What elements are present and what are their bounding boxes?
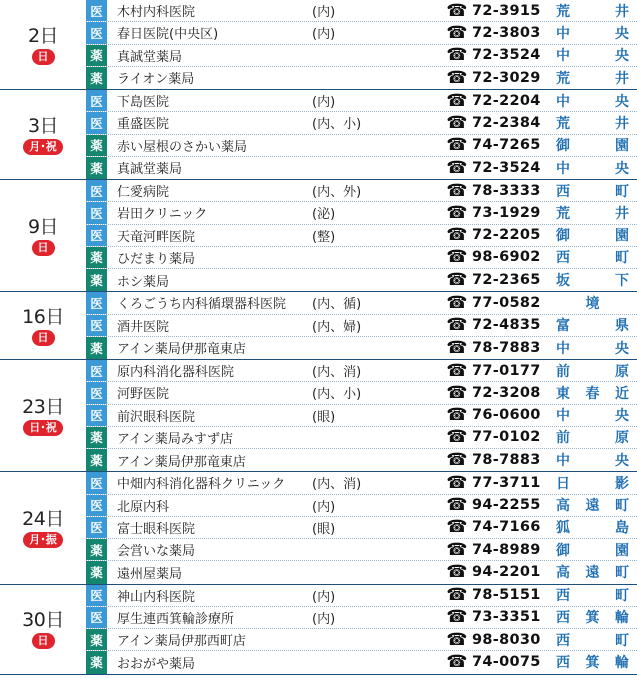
date-label: 3日 xyxy=(27,114,59,137)
department: (内、外) xyxy=(312,185,362,201)
phone-number: 72-2205 xyxy=(472,227,541,244)
facility-row xyxy=(86,629,637,651)
facility-row xyxy=(86,472,637,494)
area-name xyxy=(554,630,637,650)
area-char: 園 xyxy=(615,228,629,245)
phone-icon: ☎ xyxy=(446,112,468,133)
clinic-tag: 医 xyxy=(86,360,107,381)
facility-row xyxy=(86,225,637,247)
facility-name: アイン薬局みすず店 xyxy=(117,431,233,447)
facility-name: 重盛医院 xyxy=(117,117,170,133)
facility-row xyxy=(86,337,637,359)
phone-number: 74-0075 xyxy=(472,654,541,671)
phone-number: 72-3524 xyxy=(472,47,541,64)
phone-icon: ☎ xyxy=(446,247,468,268)
area-char: 原 xyxy=(615,430,629,447)
pharmacy-tag: 薬 xyxy=(86,561,107,583)
area-name xyxy=(554,383,637,403)
phone-number: 74-7166 xyxy=(472,519,541,536)
department: (眼) xyxy=(312,409,336,425)
area-name xyxy=(554,585,637,605)
area-name xyxy=(554,247,637,267)
clinic-tag: 医 xyxy=(86,202,107,223)
area-char: 西 xyxy=(556,250,570,267)
phone-icon: ☎ xyxy=(446,180,468,201)
phone-number: 78-3333 xyxy=(472,182,541,199)
phone-number: 77-0177 xyxy=(472,362,541,379)
area-char: 井 xyxy=(615,70,629,87)
facility-name: 真誠堂薬局 xyxy=(117,162,183,178)
facility-name: 木村内科医院 xyxy=(117,5,196,21)
phone-number: 77-0582 xyxy=(472,294,541,311)
department: (泌) xyxy=(312,207,336,223)
area-name xyxy=(554,203,637,223)
facility-name: ひだまり薬局 xyxy=(117,251,196,267)
area-char: 箕 xyxy=(585,610,600,627)
facility-row xyxy=(86,405,637,427)
facility-row xyxy=(86,157,637,179)
area-char: 西 xyxy=(556,588,570,605)
facility-name: 遠州屋薬局 xyxy=(117,566,183,582)
clinic-tag: 医 xyxy=(86,495,107,516)
area-name xyxy=(554,270,637,290)
area-name xyxy=(554,91,637,111)
clinic-tag: 医 xyxy=(86,517,107,538)
weekday-badge: 日 xyxy=(32,49,55,65)
phone-number: 74-8989 xyxy=(472,541,541,558)
facility-row xyxy=(86,90,637,112)
department: (整) xyxy=(312,229,336,245)
date-label: 2日 xyxy=(27,24,59,47)
area-name xyxy=(554,562,637,582)
area-char: 中 xyxy=(556,453,570,470)
phone-icon: ☎ xyxy=(446,22,468,43)
area-char: 央 xyxy=(615,48,629,65)
facility-name: アイン薬局伊那竜東店 xyxy=(117,342,246,358)
phone-icon: ☎ xyxy=(446,360,468,381)
facility-name: アイン薬局伊那西町店 xyxy=(117,634,246,650)
area-name xyxy=(554,495,637,515)
facility-row xyxy=(86,561,637,583)
phone-icon: ☎ xyxy=(446,629,468,650)
facility-row xyxy=(86,607,637,629)
area-char: 町 xyxy=(615,632,629,649)
area-char: 富 xyxy=(556,318,570,335)
clinic-tag: 医 xyxy=(86,0,107,21)
department: (内) xyxy=(312,27,336,43)
pharmacy-tag: 薬 xyxy=(86,651,107,673)
facility-row xyxy=(86,67,637,89)
phone-icon: ☎ xyxy=(446,562,468,583)
department: (眼) xyxy=(312,521,336,537)
phone-icon: ☎ xyxy=(446,202,468,223)
facility-name: 真誠堂薬局 xyxy=(117,49,183,65)
phone-icon: ☎ xyxy=(446,315,468,336)
phone-number: 78-7883 xyxy=(472,452,541,469)
clinic-tag: 医 xyxy=(86,22,107,43)
facility-list xyxy=(86,472,637,583)
area-name xyxy=(554,473,637,493)
phone-number: 94-2201 xyxy=(472,564,541,581)
clinic-tag: 医 xyxy=(86,112,107,133)
phone-number: 94-2255 xyxy=(472,497,541,514)
facility-name: 仁愛病院 xyxy=(117,185,170,201)
area-char: 西 xyxy=(556,183,570,200)
phone-icon: ☎ xyxy=(446,270,468,291)
facility-row xyxy=(86,22,637,44)
pharmacy-tag: 薬 xyxy=(86,135,107,156)
pharmacy-tag: 薬 xyxy=(86,427,107,448)
area-name xyxy=(554,181,637,201)
area-char: 荒 xyxy=(556,3,570,20)
date-group xyxy=(0,180,637,292)
department: (内、循) xyxy=(312,297,362,313)
date-cell xyxy=(0,180,86,291)
area-char: 央 xyxy=(615,25,629,42)
facility-list xyxy=(86,0,637,89)
area-char: 西 xyxy=(556,632,570,649)
facility-row xyxy=(86,517,637,539)
phone-number: 72-4835 xyxy=(472,317,541,334)
area-name xyxy=(554,225,637,245)
area-char: 高 xyxy=(556,498,570,515)
area-char: 箕 xyxy=(585,655,600,672)
phone-icon: ☎ xyxy=(446,135,468,156)
phone-number: 73-3351 xyxy=(472,609,541,626)
facility-name: 原内科消化器科医院 xyxy=(117,365,235,381)
phone-icon: ☎ xyxy=(446,225,468,246)
facility-name: 下島医院 xyxy=(117,95,170,111)
area-char: 狐 xyxy=(556,520,570,537)
area-char: 中 xyxy=(556,48,570,65)
area-char: 井 xyxy=(615,3,629,20)
phone-icon: ☎ xyxy=(446,382,468,403)
facility-row xyxy=(86,449,637,471)
phone-number: 74-7265 xyxy=(472,137,541,154)
date-label: 16日 xyxy=(22,305,64,328)
area-name xyxy=(554,361,637,381)
date-label: 30日 xyxy=(22,609,64,631)
area-char: 園 xyxy=(615,542,629,559)
area-char: 影 xyxy=(615,475,629,492)
area-char: 町 xyxy=(615,565,629,582)
department: (内、小) xyxy=(312,117,362,133)
date-group xyxy=(0,90,637,180)
area-char: 東 xyxy=(556,385,570,402)
phone-number: 72-3208 xyxy=(472,384,541,401)
phone-number: 98-8030 xyxy=(472,631,541,648)
phone-number: 72-2204 xyxy=(472,92,541,109)
phone-number: 73-1929 xyxy=(472,204,541,221)
department: (内) xyxy=(312,589,336,605)
area-name xyxy=(554,405,637,425)
phone-icon: ☎ xyxy=(446,0,468,21)
area-char: 原 xyxy=(615,363,629,380)
phone-number: 72-3803 xyxy=(472,24,541,41)
date-label: 9日 xyxy=(27,215,59,238)
area-char: 央 xyxy=(615,340,629,357)
clinic-tag: 医 xyxy=(86,180,107,201)
phone-number: 78-5151 xyxy=(472,587,541,604)
phone-icon: ☎ xyxy=(446,450,468,471)
clinic-tag: 医 xyxy=(86,472,107,493)
area-name xyxy=(554,45,637,65)
facility-row xyxy=(86,202,637,224)
area-char: 中 xyxy=(556,160,570,177)
phone-icon: ☎ xyxy=(446,472,468,493)
department: (内) xyxy=(312,5,336,21)
clinic-tag: 医 xyxy=(86,607,107,628)
facility-row xyxy=(86,360,637,382)
pharmacy-tag: 薬 xyxy=(86,539,107,560)
facility-name: ホシ薬局 xyxy=(117,274,170,290)
area-char: 坂 xyxy=(556,273,570,290)
facility-row xyxy=(86,292,637,314)
area-name xyxy=(554,1,637,21)
area-char: 町 xyxy=(615,250,629,267)
facility-name: 天竜河畔医院 xyxy=(117,229,196,245)
area-char: 島 xyxy=(615,520,629,537)
clinic-tag: 医 xyxy=(86,585,107,606)
phone-number: 72-2365 xyxy=(472,272,541,289)
clinic-tag: 医 xyxy=(86,315,107,336)
facility-name: 赤い屋根のさかい薬局 xyxy=(117,139,248,155)
area-name xyxy=(554,23,637,43)
department: (内、消) xyxy=(312,477,362,493)
area-char: 中 xyxy=(556,93,570,110)
facility-name: 河野医院 xyxy=(117,387,170,403)
date-group xyxy=(0,360,637,472)
area-char: 井 xyxy=(615,115,629,132)
facility-name: 厚生連西箕輪診療所 xyxy=(117,611,235,627)
phone-icon: ☎ xyxy=(446,607,468,628)
phone-icon: ☎ xyxy=(446,652,468,673)
facility-row xyxy=(86,495,637,517)
facility-row xyxy=(86,539,637,561)
phone-number: 76-0600 xyxy=(472,407,541,424)
area-char: 園 xyxy=(615,138,629,155)
facility-row xyxy=(86,0,637,22)
area-char: 央 xyxy=(615,453,629,470)
area-char: 前 xyxy=(556,363,570,380)
area-char: 中 xyxy=(556,408,570,425)
date-group xyxy=(0,585,637,675)
phone-icon: ☎ xyxy=(446,292,468,313)
area-char: 境 xyxy=(585,295,600,312)
department: (内) xyxy=(312,95,336,111)
clinic-tag: 医 xyxy=(86,292,107,313)
area-char: 町 xyxy=(615,183,629,200)
facility-name: 前沢眼科医院 xyxy=(117,409,196,425)
area-name xyxy=(554,517,637,537)
phone-icon: ☎ xyxy=(446,157,468,178)
area-char: 遠 xyxy=(585,565,600,582)
facility-row xyxy=(86,651,637,673)
facility-name: 春日医院(中央区) xyxy=(117,27,219,43)
pharmacy-tag: 薬 xyxy=(86,157,107,179)
facility-row xyxy=(86,382,637,404)
facility-row xyxy=(86,247,637,269)
facility-row xyxy=(86,315,637,337)
date-cell xyxy=(0,90,86,179)
area-char: 中 xyxy=(556,25,570,42)
facility-row xyxy=(86,180,637,202)
facility-list xyxy=(86,585,637,674)
facility-row xyxy=(86,585,637,607)
area-char: 町 xyxy=(615,498,629,515)
area-char: 遠 xyxy=(585,498,600,515)
area-name xyxy=(554,652,637,672)
facility-row xyxy=(86,269,637,291)
area-name xyxy=(554,158,637,178)
date-label: 23日 xyxy=(22,395,64,418)
facility-name: アイン薬局伊那竜東店 xyxy=(117,454,246,470)
phone-number: 77-0102 xyxy=(472,429,541,446)
area-char: 荒 xyxy=(556,205,570,222)
facility-list xyxy=(86,180,637,291)
area-char: 県 xyxy=(615,318,629,335)
phone-number: 72-3915 xyxy=(472,2,541,19)
clinic-tag: 医 xyxy=(86,90,107,111)
facility-list xyxy=(86,90,637,179)
facility-name: 酒井医院 xyxy=(117,319,170,335)
area-char: 御 xyxy=(556,228,570,245)
area-name xyxy=(554,135,637,155)
department: (内) xyxy=(312,611,336,627)
facility-name: 北原内科 xyxy=(117,499,170,515)
area-char: 近 xyxy=(615,385,629,402)
area-name xyxy=(554,427,637,447)
weekday-badge: 日･祝 xyxy=(23,420,63,436)
phone-number: 77-3711 xyxy=(472,474,541,491)
area-name xyxy=(554,338,637,358)
area-name xyxy=(554,607,637,627)
weekday-badge: 日 xyxy=(32,633,55,649)
phone-number: 98-6902 xyxy=(472,249,541,266)
department: (内、婦) xyxy=(312,319,362,335)
facility-row xyxy=(86,45,637,67)
date-label: 24日 xyxy=(22,507,64,530)
pharmacy-tag: 薬 xyxy=(86,269,107,291)
facility-name: 会営いな薬局 xyxy=(117,544,196,560)
area-char: 井 xyxy=(615,205,629,222)
area-char: 日 xyxy=(556,475,570,492)
area-name xyxy=(554,540,637,560)
area-name xyxy=(554,450,637,470)
area-name xyxy=(554,293,637,313)
facility-row xyxy=(86,112,637,134)
area-name xyxy=(554,315,637,335)
facility-list xyxy=(86,360,637,471)
facility-name: 神山内科医院 xyxy=(117,589,196,605)
area-char: 輪 xyxy=(615,610,629,627)
area-char: 下 xyxy=(615,273,629,290)
pharmacy-tag: 薬 xyxy=(86,337,107,359)
date-cell xyxy=(0,292,86,359)
weekday-badge: 日 xyxy=(32,240,55,256)
phone-number: 78-7883 xyxy=(472,339,541,356)
facility-name: おおがや薬局 xyxy=(117,656,196,672)
pharmacy-tag: 薬 xyxy=(86,67,107,89)
department: (内、小) xyxy=(312,387,362,403)
date-group xyxy=(0,472,637,584)
phone-icon: ☎ xyxy=(446,90,468,111)
phone-icon: ☎ xyxy=(446,405,468,426)
area-char: 西 xyxy=(556,655,570,672)
area-char: 前 xyxy=(556,430,570,447)
phone-icon: ☎ xyxy=(446,67,468,88)
facility-name: くろごうち内科循環器科医院 xyxy=(117,297,287,313)
weekday-badge: 日 xyxy=(32,330,55,346)
area-char: 春 xyxy=(585,385,600,402)
weekday-badge: 月･振 xyxy=(23,532,63,548)
area-char: 央 xyxy=(615,160,629,177)
area-char: 輪 xyxy=(615,655,629,672)
clinic-tag: 医 xyxy=(86,225,107,246)
area-char: 荒 xyxy=(556,70,570,87)
clinic-tag: 医 xyxy=(86,382,107,403)
area-char: 中 xyxy=(556,340,570,357)
phone-number: 72-3524 xyxy=(472,159,541,176)
area-char: 荒 xyxy=(556,115,570,132)
pharmacy-tag: 薬 xyxy=(86,45,107,66)
department: (内) xyxy=(312,499,336,515)
date-cell xyxy=(0,472,86,583)
clinic-tag: 医 xyxy=(86,405,107,426)
phone-icon: ☎ xyxy=(446,585,468,606)
facility-name: 富士眼科医院 xyxy=(117,521,196,537)
area-char: 町 xyxy=(615,588,629,605)
facility-name: 中畑内科消化器科クリニック xyxy=(117,477,286,493)
phone-icon: ☎ xyxy=(446,45,468,66)
area-name xyxy=(554,68,637,88)
phone-number: 72-2384 xyxy=(472,114,541,131)
pharmacy-tag: 薬 xyxy=(86,449,107,471)
facility-name: 岩田クリニック xyxy=(117,207,208,223)
area-char: 御 xyxy=(556,542,570,559)
area-char: 央 xyxy=(615,93,629,110)
facility-row xyxy=(86,427,637,449)
pharmacy-tag: 薬 xyxy=(86,247,107,268)
pharmacy-tag: 薬 xyxy=(86,629,107,650)
weekday-badge: 月･祝 xyxy=(23,139,63,155)
date-group xyxy=(0,292,637,360)
area-char: 央 xyxy=(615,408,629,425)
phone-icon: ☎ xyxy=(446,337,468,358)
phone-number: 72-3029 xyxy=(472,69,541,86)
area-name xyxy=(554,113,637,133)
date-cell xyxy=(0,585,86,674)
department: (内、消) xyxy=(312,365,362,381)
facility-name: ライオン薬局 xyxy=(117,72,195,88)
phone-icon: ☎ xyxy=(446,517,468,538)
facility-row xyxy=(86,135,637,157)
phone-icon: ☎ xyxy=(446,427,468,448)
date-cell xyxy=(0,360,86,471)
date-group xyxy=(0,0,637,90)
phone-icon: ☎ xyxy=(446,539,468,560)
facility-list xyxy=(86,292,637,359)
area-char: 御 xyxy=(556,138,570,155)
date-cell xyxy=(0,0,86,89)
area-char: 高 xyxy=(556,565,570,582)
area-char: 西 xyxy=(556,610,570,627)
phone-icon: ☎ xyxy=(446,495,468,516)
